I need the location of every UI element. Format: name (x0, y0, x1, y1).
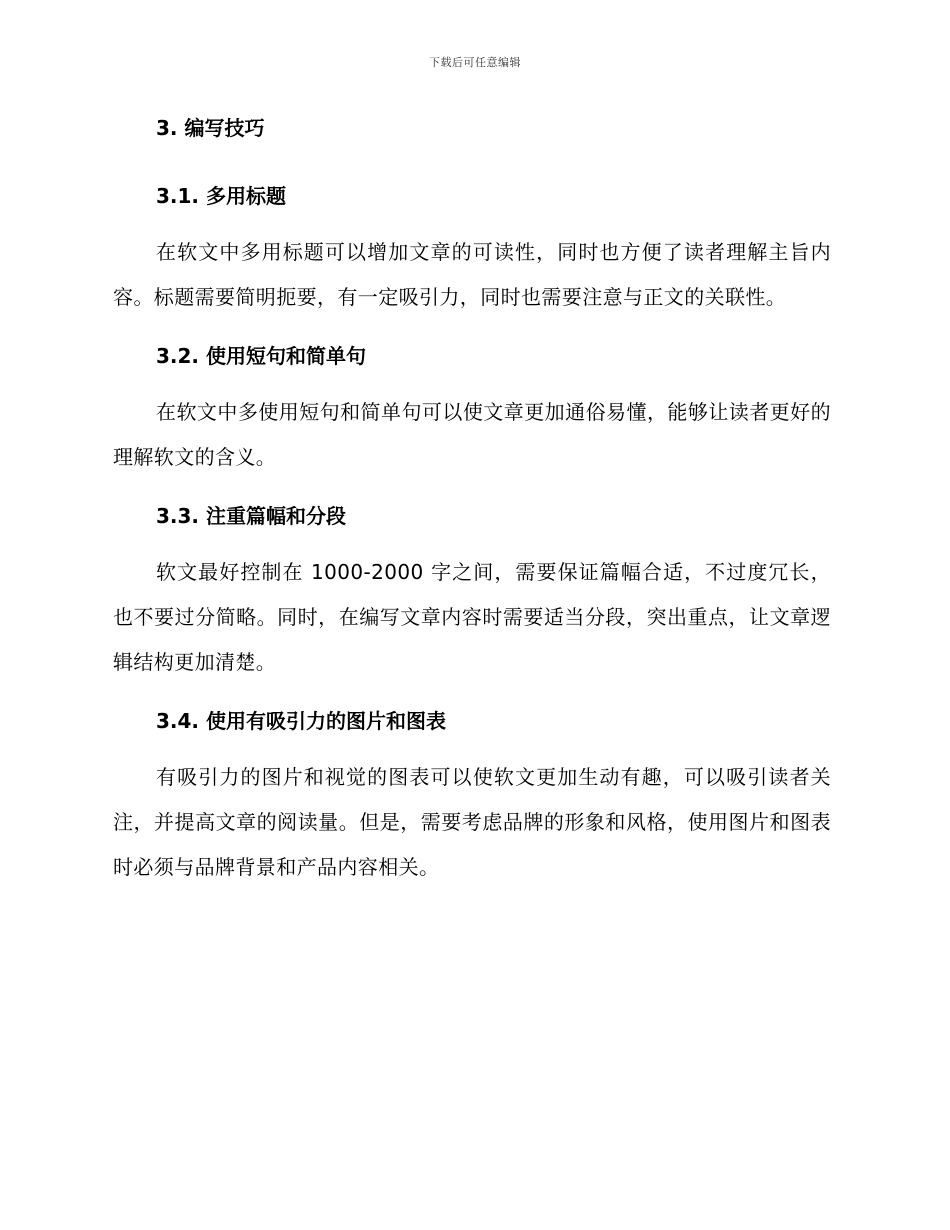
subsection-title: 3.1. 多用标题 (156, 184, 286, 208)
document-body (113, 108, 831, 904)
subsection-title: 3.2. 使用短句和简单句 (156, 344, 366, 368)
subsection-title: 3.3. 注重篇幅和分段 (156, 504, 346, 528)
subsection-3-2 (113, 334, 831, 480)
section-title: 3. 编写技巧 (156, 116, 265, 140)
header-note: 下载后可任意编辑 (429, 56, 521, 69)
subsection-3-1 (113, 174, 831, 320)
subsection-paragraph: 软文最好控制在 1000-2000 字之间，需要保证篇幅合适，不过度冗长，也不要过分简略。同时，在编写文章内容时需要适当分段，突出重点，让文章逻辑结构更加清楚。 (113, 560, 831, 674)
subsection-paragraph: 在软文中多使用短句和简单句可以使文章更加通俗易懂，能够让读者更好的理解软文的含义。 (113, 400, 831, 469)
subsection-3-3 (113, 494, 831, 685)
subsection-3-4 (113, 699, 831, 890)
subsection-paragraph: 在软文中多用标题可以增加文章的可读性，同时也方便了读者理解主旨内容。标题需要简明扼要，有一定吸引力，同时也需要注意与正文的关联性。 (113, 240, 831, 309)
subsection-title: 3.4. 使用有吸引力的图片和图表 (156, 709, 446, 733)
subsection-paragraph: 有吸引力的图片和视觉的图表可以使软文更加生动有趣，可以吸引读者关注，并提高文章的阅读量。但是，需要考虑品牌的形象和风格，使用图片和图表时必须与品牌背景和产品内容相关。 (113, 765, 831, 879)
